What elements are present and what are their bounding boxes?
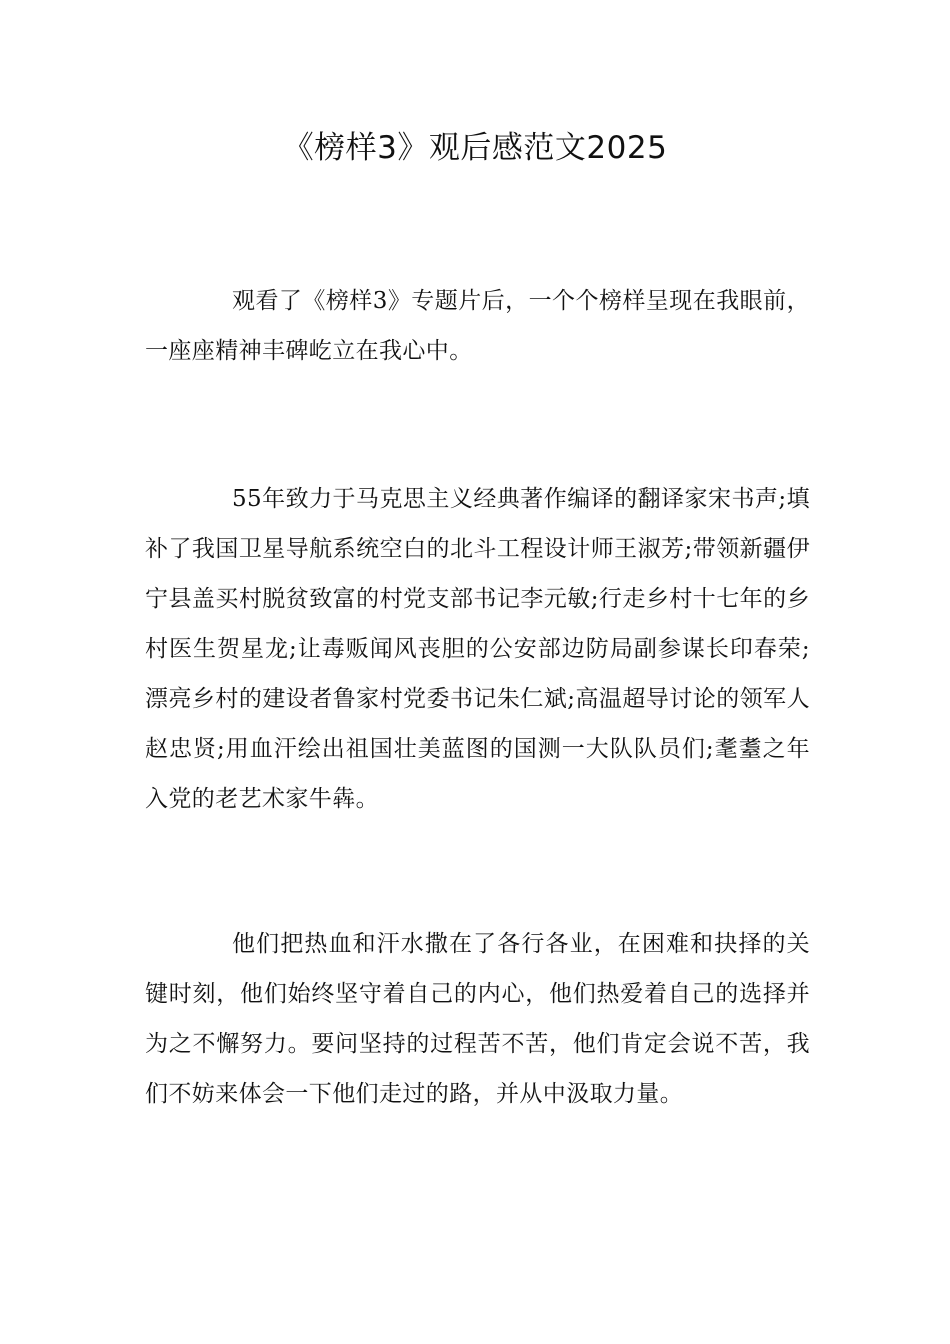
document-title: 《榜样3》观后感范文2025 bbox=[282, 130, 668, 166]
paragraph-role-models: 55年致力于马克思主义经典著作编译的翻译家宋书声;填补了我国卫星导航系统空白的北斗工程设计师王淑芳;带领新疆伊宁县盖买村脱贫致富的村党支部书记李元敏;行走乡村十七年的乡村医生贺星龙;让毒贩闻风丧胆的公安部边防局副参谋长印春荣;漂亮乡村的建设者鲁家村党委书记朱仁斌;高温超导讨论的领军人赵忠贤;用血汗绘出祖国壮美蓝图的国测一大队队员们;耄耋之年入党的老艺术家牛犇。 bbox=[145, 486, 810, 812]
paragraph-intro: 观看了《榜样3》专题片后，一个个榜样呈现在我眼前，一座座精神丰碑屹立在我心中。 bbox=[145, 288, 810, 364]
paragraph-reflection: 他们把热血和汗水撒在了各行各业，在困难和抉择的关键时刻，他们始终坚守着自己的内心，他们热爱着自己的选择并为之不懈努力。要问坚持的过程苦不苦，他们肯定会说不苦，我们不妨来体会一下他们走过的路，并从中汲取力量。 bbox=[145, 931, 810, 1107]
